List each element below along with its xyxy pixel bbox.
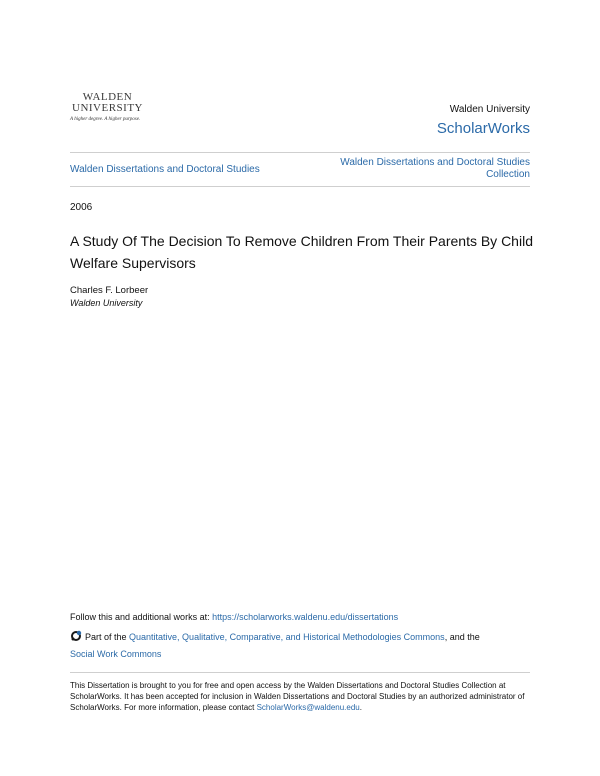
access-notice xyxy=(70,680,530,713)
follow-link[interactable]: https://scholarworks.waldenu.edu/dissertations xyxy=(212,612,399,622)
network-commons-icon xyxy=(70,630,82,642)
logo-line-university: UNIVERSITY xyxy=(72,102,143,114)
paper-title: A Study Of The Decision To Remove Children From Their Parents By Child Welfare Supervisors xyxy=(70,233,533,271)
part-of-line xyxy=(70,629,540,663)
top-divider xyxy=(70,152,530,153)
social-work-commons-link[interactable]: Social Work Commons xyxy=(70,649,162,659)
walden-logo xyxy=(70,92,160,122)
footer-divider xyxy=(70,672,530,673)
institution-name: Walden University xyxy=(449,104,530,115)
part-prefix: Part of the xyxy=(85,632,130,642)
part-mid: , and the xyxy=(444,632,480,642)
author-name: Charles F. Lorbeer xyxy=(70,285,149,296)
publication-year: 2006 xyxy=(70,202,93,213)
notice-text: This Dissertation is brought to you for free and open access by the Walden Dissertations and Doctoral Studies Collection at ScholarWorks. It has been accepted for inclusion in Walden Dissertations and Doctoral Studies by an authorized administrator of ScholarWorks. For more information, please contact xyxy=(70,681,525,712)
contact-email-link[interactable]: ScholarWorks@waldenu.edu xyxy=(256,703,360,712)
logo-tagline: A higher degree. A higher purpose. xyxy=(70,117,141,122)
follow-prefix: Follow this and additional works at: xyxy=(70,612,213,622)
series-link-left[interactable]: Walden Dissertations and Doctoral Studies xyxy=(70,164,260,175)
methodologies-commons-link[interactable]: Quantitative, Qualitative, Comparative, and Historical Methodologies Commons xyxy=(129,632,445,642)
series-divider xyxy=(70,186,530,187)
notice-end: . xyxy=(359,703,362,712)
scholarworks-link[interactable]: ScholarWorks xyxy=(436,120,530,137)
logo-line-walden: WALDEN xyxy=(82,91,133,103)
series-link-right[interactable]: Walden Dissertations and Doctoral Studies Collection xyxy=(340,157,530,180)
author-affiliation: Walden University xyxy=(70,298,143,308)
follow-line xyxy=(70,612,398,622)
